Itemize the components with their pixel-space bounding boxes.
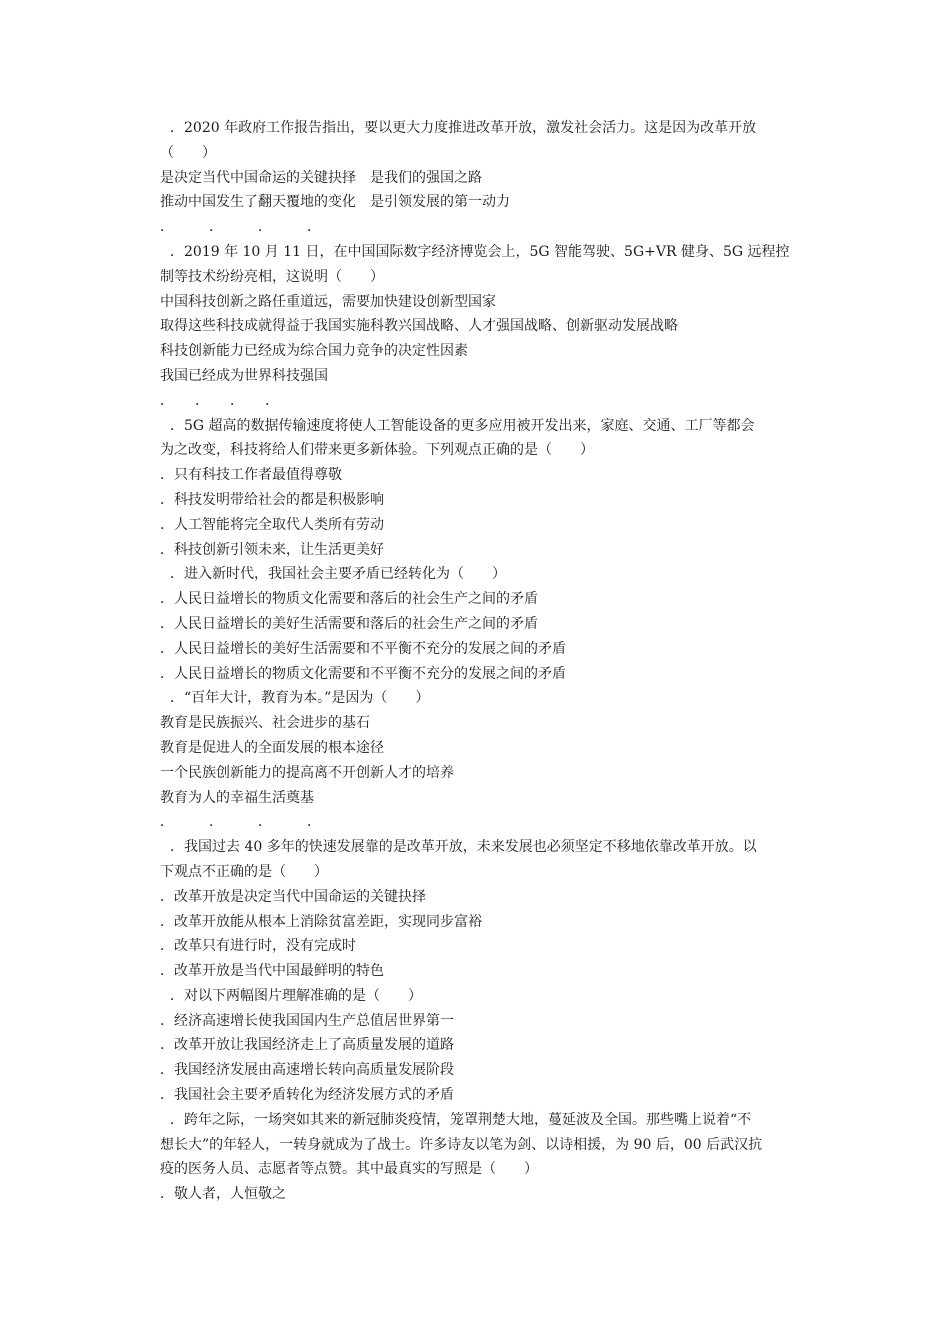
option-line: ． ． ． ． [160, 219, 321, 236]
question-line: ．对以下两幅图片理解准确的是（ ） [170, 987, 422, 1004]
option-line: ．人民日益增长的美好生活需要和不平衡不充分的发展之间的矛盾 [160, 640, 566, 657]
option-line: ．只有科技工作者最值得尊敬 [160, 467, 342, 484]
option-line: ．改革只有进行时，没有完成时 [160, 938, 356, 955]
question-line: ．我国过去 40 多年的快速发展靠的是改革开放，未来发展也必须坚定不移地依靠改革开放。以 [170, 839, 757, 856]
option-line: ．人民日益增长的物质文化需要和落后的社会生产之间的矛盾 [160, 591, 538, 608]
text-line: 下观点不正确的是（ ） [160, 863, 328, 880]
text-line: （ ） [160, 144, 216, 161]
option-line: ．改革开放让我国经济走上了高质量发展的道路 [160, 1037, 454, 1054]
exam-document [160, 116, 810, 1207]
statement-line: 科技创新能力已经成为综合国力竞争的决定性因素 [160, 343, 468, 360]
option-line: ．科技创新引领未来，让生活更美好 [160, 541, 384, 558]
statement-line: 是决定当代中国命运的关键抉择 是我们的强国之路 [160, 169, 482, 186]
statement-line: 一个民族创新能力的提高离不开创新人才的培养 [160, 764, 454, 781]
question-line: ．“百年大计，教育为本。”是因为（ ） [170, 690, 430, 707]
statement-line: 中国科技创新之路任重道远，需要加快建设创新型国家 [160, 293, 496, 310]
statement-line: 教育为人的幸福生活奠基 [160, 789, 314, 806]
option-line: ．改革开放是当代中国最鲜明的特色 [160, 963, 384, 980]
statement-line: 取得这些科技成就得益于我国实施科教兴国战略、人才强国战略、创新驱动发展战略 [160, 318, 678, 335]
question-line: ．2019 年 10 月 11 日，在中国国际数字经济博览会上，5G 智能驾驶、5G+VR 健身、5G 远程控 [170, 243, 790, 260]
option-line: ．科技发明带给社会的都是积极影响 [160, 491, 384, 508]
statement-line: 我国已经成为世界科技强国 [160, 367, 328, 384]
option-line: ． ． ． ． [160, 814, 321, 831]
option-line: ．经济高速增长使我国国内生产总值居世界第一 [160, 1012, 454, 1029]
option-line: ．我国社会主要矛盾转化为经济发展方式的矛盾 [160, 1087, 454, 1104]
option-line: ．改革开放是决定当代中国命运的关键抉择 [160, 888, 426, 905]
text-line: 为之改变，科技将给人们带来更多新体验。下列观点正确的是（ ） [160, 442, 594, 459]
text-line: 疫的医务人员、志愿者等点赞。其中最真实的写照是（ ） [160, 1161, 538, 1178]
option-line: ．敬人者，人恒敬之 [160, 1186, 286, 1203]
option-line: ．改革开放能从根本上消除贫富差距，实现同步富裕 [160, 913, 482, 930]
option-line: ．人工智能将完全取代人类所有劳动 [160, 516, 384, 533]
question-line: ．2020 年政府工作报告指出，要以更大力度推进改革开放，激发社会活力。这是因为改革开放 [170, 120, 757, 136]
question-line: ．5G 超高的数据传输速度将使人工智能设备的更多应用被开发出来，家庭、交通、工厂等都会 [170, 417, 755, 434]
statement-line: 教育是民族振兴、社会进步的基石 [160, 715, 370, 732]
question-line: ．进入新时代，我国社会主要矛盾已经转化为（ ） [170, 566, 506, 583]
question-line: ．跨年之际，一场突如其来的新冠肺炎疫情，笼罩荆楚大地，蔓延波及全国。那些嘴上说着“不 [170, 1111, 752, 1128]
statement-line: 推动中国发生了翻天覆地的变化 是引领发展的第一动力 [160, 194, 510, 211]
option-line: ．人民日益增长的美好生活需要和落后的社会生产之间的矛盾 [160, 615, 538, 632]
option-line: ． ． ． ． [160, 392, 279, 409]
option-line: ．我国经济发展由高速增长转向高质量发展阶段 [160, 1062, 454, 1079]
text-line: 制等技术纷纷亮相，这说明（ ） [160, 268, 384, 285]
statement-line: 教育是促进人的全面发展的根本途径 [160, 739, 384, 756]
text-line: 想长大”的年轻人，一转身就成为了战士。许多诗友以笔为剑、以诗相援，为 90 后，00 后武汉抗 [160, 1136, 763, 1153]
option-line: ．人民日益增长的物质文化需要和不平衡不充分的发展之间的矛盾 [160, 665, 566, 682]
